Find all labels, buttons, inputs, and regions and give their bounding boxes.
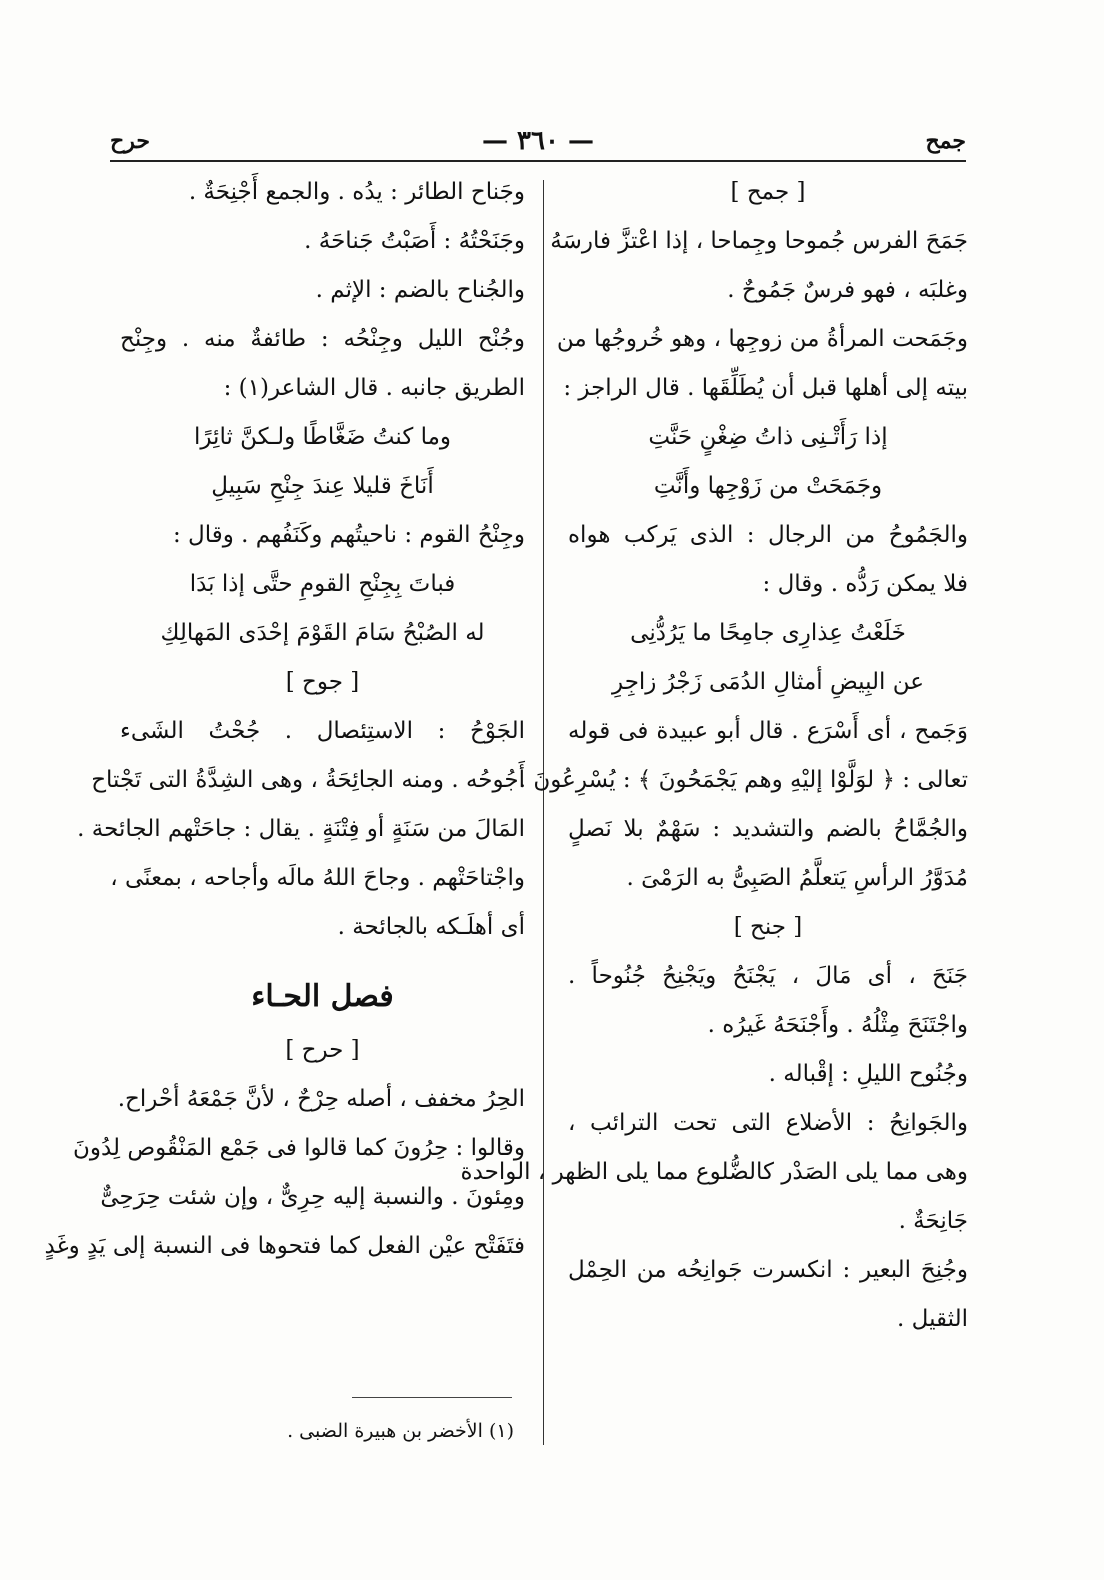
right-column bbox=[460, 168, 968, 1344]
verse-line: عن البِيضِ أمثالِ الدُمَى زَجْرُ زاجِرِ bbox=[612, 669, 924, 695]
text-line: وجِنْحُ القوم : ناحيتُهم وكَنَفُهم . وقال : bbox=[172, 522, 525, 548]
text-line: وجُنُوح الليلِ : إقْباله . bbox=[768, 1061, 968, 1087]
text-line: تعالى : ﴿ لوَلَّوْا إليْهِ وهم يَجْمَحُونَ ﴾ : يُسْرِعُونَ . bbox=[518, 767, 968, 793]
verse-line: له الصُبْحُ سَامَ القَوْمَ إحْدَى المَهالِكِ bbox=[160, 620, 485, 646]
text-line: بيته إلى أهلها قبل أن يُطَلِّقَها . قال الراجز : bbox=[563, 375, 968, 401]
text-line: وجَنَحْتُهُ : أَصَبْتُ جَناحَهُ . bbox=[304, 228, 525, 254]
header-right-word: جمح bbox=[925, 128, 966, 154]
entry-heading: [ جوح ] bbox=[285, 669, 360, 695]
page-number: — ٣٦٠ — bbox=[481, 126, 595, 156]
text-line: فتَفَتْح عيْن الفعل كما فتحوها فى النسبة إلى يَدٍ وغَدٍ bbox=[44, 1233, 525, 1259]
text-line: ومِئونَ . والنسبة إليه حِرِىٌّ ، وإن شئت حِرَحِىٌّ bbox=[100, 1184, 525, 1210]
entry-heading: [ جمح ] bbox=[730, 179, 806, 205]
text-line: وقالوا : حِرُونَ كما قالوا فى جَمْع المَنْقُوص لِدُونَ bbox=[72, 1135, 525, 1161]
entry-heading: [ حرح ] bbox=[285, 1037, 360, 1063]
text-line: وجُنِحَ البعير : انكسرت جَوانِحُه من الحِمْل bbox=[568, 1257, 968, 1283]
verse-line: وجَمَحَتْ من زَوْجِها وأَنَّتِ bbox=[653, 473, 883, 499]
text-line: وَجَمح ، أى أَسْرَع . قال أبو عبيدة فى قوله bbox=[568, 718, 968, 744]
section-title: فصل الحـاء bbox=[251, 979, 394, 1014]
text-line: واجْتَنَحَ مِثْلُهُ . وأَجْنَحَهُ غَيرُه . bbox=[707, 1012, 968, 1038]
footnote-rule bbox=[352, 1397, 512, 1398]
footnote: (١) الأخضر بن هبيرة الضبى . bbox=[287, 1420, 514, 1442]
text-line: والجُمَّاحُ بالضم والتشديد : سَهْمٌ بلا نَصلٍ bbox=[568, 816, 968, 842]
text-line: وجَناح الطائر : يدُه . والجمع أَجْنِحَةٌ . bbox=[188, 179, 525, 205]
verse-line: فباتَ بِجِنْحِ القومِ حتَّى إذا بَدَا bbox=[189, 571, 456, 597]
text-line: المَالَ من سَنَةٍ أو فِتْنَةٍ . يقال : جاحَتْهم الجائحة . bbox=[77, 816, 525, 842]
left-column bbox=[44, 168, 525, 1271]
verse-line: وما كنتُ ضَغَّاطًا ولـكنَّ ثائِرًا bbox=[193, 424, 452, 450]
text-line: الطريق جانبه . قال الشاعر(١) : bbox=[223, 375, 525, 401]
text-line: واجْتاحَتْهم . وجاحَ اللهُ مالَه وأجاحه ، بمعنًى ، bbox=[110, 865, 525, 891]
verse-line: أَنَاخَ قليلا عِندَ جِنْحِ سَبِيلِ bbox=[211, 473, 434, 499]
entry-heading: [ جنح ] bbox=[733, 914, 803, 940]
text-line: فلا يمكن رَدُّه . وقال : bbox=[762, 571, 968, 597]
text-line: جَانِحَةٌ . bbox=[898, 1208, 968, 1234]
text-line: مُدَوَّرُ الرأسِ يَتعلَّمُ الصَبِىُّ به الرَمْىَ . bbox=[626, 865, 968, 891]
text-line: وجُنْح الليل وجِنْحُه : طائفةٌ منه . وجِنْح bbox=[120, 326, 525, 352]
text-line: أَجُوحُه . ومنه الجائِحَةُ ، وهى الشِدَّةُ التى تَجْتاح bbox=[91, 767, 525, 793]
text-line: وغلبَه ، فهو فرسٌ جَمُوحٌ . bbox=[727, 277, 968, 303]
page-header bbox=[110, 118, 966, 158]
text-line: والجَمُوحُ من الرجال : الذى يَركب هواه bbox=[568, 522, 968, 548]
text-line: والجَوانِحُ : الأضلاع التى تحت الترائب ، bbox=[568, 1110, 968, 1136]
text-line: الثقيل . bbox=[897, 1306, 968, 1332]
text-line: والجُناح بالضم : الإثم . bbox=[315, 277, 525, 303]
text-line: جَمَحَ الفرس جُموحا وجِماحا ، إذا اعْتزَّ فارسَهُ bbox=[550, 228, 968, 254]
header-rule bbox=[110, 160, 966, 162]
verse-line: إذا رَأَتْـنِى ذاتُ ضِغْنٍ حَنَّتِ bbox=[648, 424, 888, 450]
text-line: جَنَحَ ، أى مَالَ ، يَجْنَحُ ويَجْنِحُ جُنُوحاً . bbox=[568, 963, 968, 989]
text-line: وهى مما يلى الصَدْر كالضُّلوع مما يلى الظهر ، الواحدة bbox=[460, 1159, 968, 1185]
text-line: الجَوْحُ : الاستِئصال . جُحْتُ الشَىء bbox=[120, 718, 525, 744]
text-line: وجَمَحت المرأةُ من زوجِها ، وهو خُروجُها من bbox=[556, 326, 968, 352]
header-left-word: حرح bbox=[110, 128, 150, 154]
text-line: أى أهلَـكه بالجائحة . bbox=[337, 914, 525, 940]
text-line: الحِرُ مخفف ، أصله حِرْحٌ ، لأنَّ جَمْعَهُ أحْراح. bbox=[117, 1086, 525, 1112]
column-divider bbox=[543, 180, 544, 1445]
verse-line: خَلَعْتُ عِذارِى جامِحًا ما يَرُدُّنِى bbox=[630, 620, 906, 646]
